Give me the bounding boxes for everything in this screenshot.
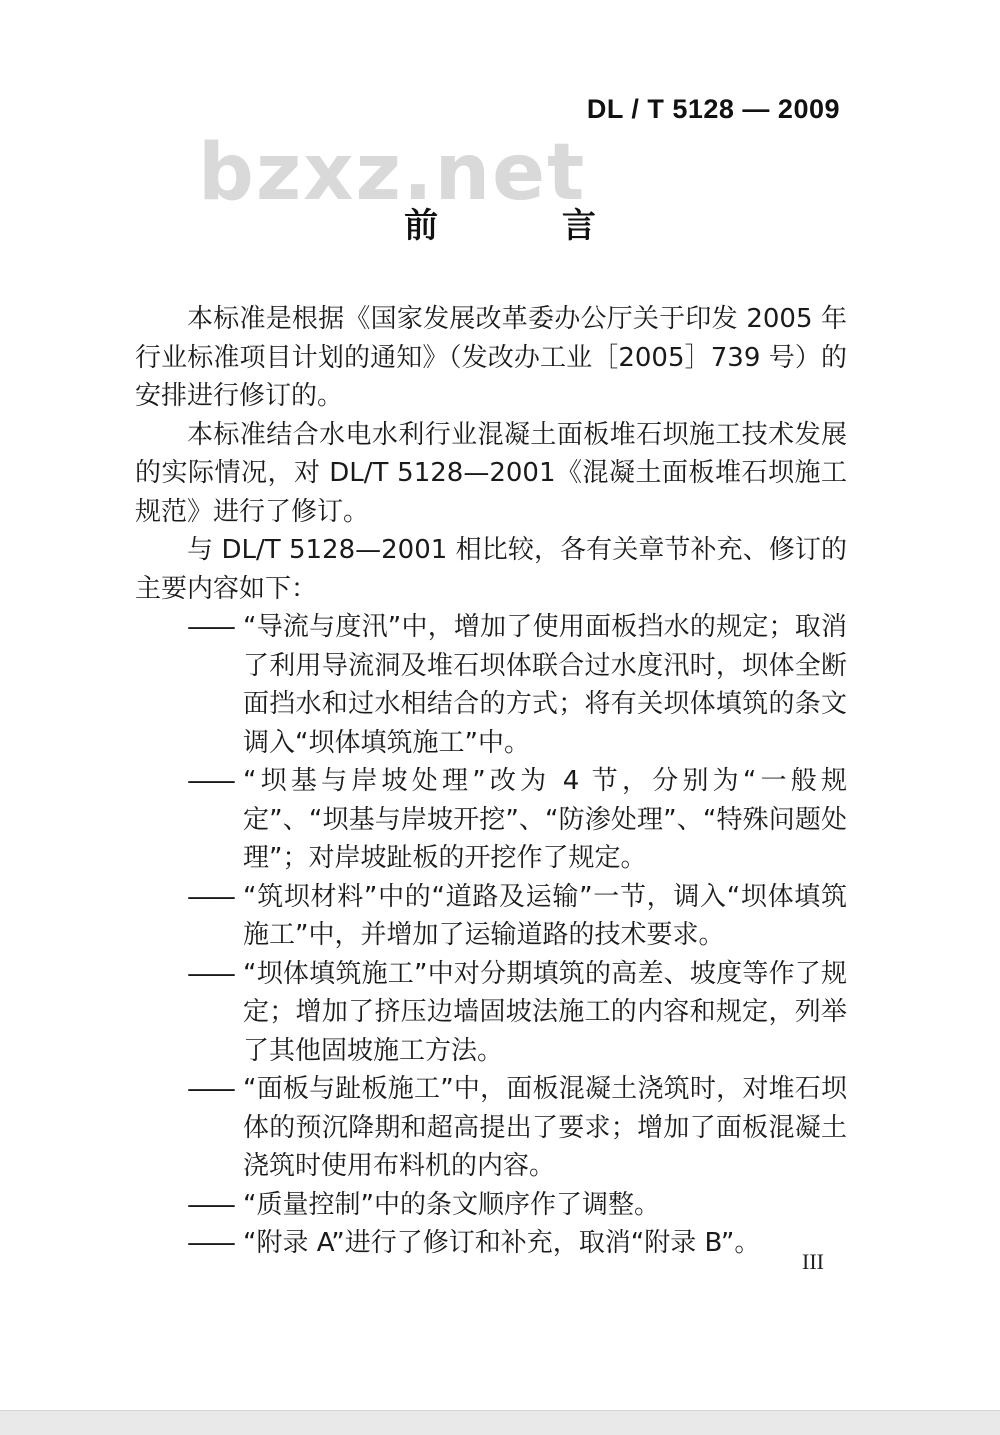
dash-bullet: ——: [187, 1074, 233, 1104]
paragraph-2: 本标准结合水电水利行业混凝土面板堆石坝施工技术发展的实际情况，对 DL/T 5128—2001《混凝土面板堆石坝施工规范》进行了修订。: [135, 419, 847, 527]
dash-bullet: ——: [187, 766, 233, 796]
page-title: 前 言: [404, 206, 652, 246]
dash-bullet: ——: [187, 881, 233, 912]
list-item: [135, 878, 847, 955]
preface-body: [135, 300, 847, 1263]
list-item-text: “筑坝材料”中的“道路及运输”一节，调入“坝体填筑施工”中，并增加了运输道路的技术要求。: [243, 881, 847, 950]
dash-bullet: ——: [187, 1228, 233, 1258]
dash-bullet: ——: [187, 1189, 233, 1220]
list-item: [135, 608, 847, 762]
list-item: [135, 762, 847, 878]
viewer-bottom-bar: [0, 1410, 1000, 1435]
list-item-text: “附录 A”进行了修订和补充，取消“附录 B”。: [243, 1228, 761, 1258]
paragraph-1: 本标准是根据《国家发展改革委办公厅关于印发 2005 年行业标准项目计划的通知》（发改办工业［2005］739 号）的安排进行修订的。: [135, 304, 847, 411]
list-item-text: “坝体填筑施工”中对分期填筑的高差、坡度等作了规定；增加了挤压边墙固坡法施工的内容和规定，列举了其他固坡施工方法。: [243, 958, 847, 1066]
list-item: [135, 1070, 847, 1186]
paragraph-3: 与 DL/T 5128—2001 相比较，各有关章节补充、修订的主要内容如下：: [135, 535, 847, 604]
list-item-text: “导流与度汛”中，增加了使用面板挡水的规定；取消了利用导流洞及堆石坝体联合过水度汛时，坝体全断面挡水和过水相结合的方式；将有关坝体填筑的条文调入“坝体填筑施工”中。: [243, 612, 847, 758]
watermark-text: bzxz.net: [198, 128, 587, 218]
list-item: [135, 955, 847, 1071]
list-item-text: “质量控制”中的条文顺序作了调整。: [243, 1189, 660, 1220]
document-code: DL / T 5128 — 2009: [586, 94, 840, 124]
list-item: [135, 1186, 847, 1225]
list-item-text: “坝基与岸坡处理”改为 4 节，分别为“一般规定”、“坝基与岸坡开挖”、“防渗处理”、“特殊问题处理”；对岸坡趾板的开挖作了规定。: [243, 766, 847, 873]
list-item-text: “面板与趾板施工”中，面板混凝土浇筑时，对堆石坝体的预沉降期和超高提出了要求；增加了面板混凝土浇筑时使用布料机的内容。: [243, 1074, 847, 1181]
list-item: [135, 1224, 847, 1263]
page-number: III: [802, 1249, 824, 1274]
dash-bullet: ——: [187, 612, 233, 642]
dash-bullet: ——: [187, 958, 233, 989]
